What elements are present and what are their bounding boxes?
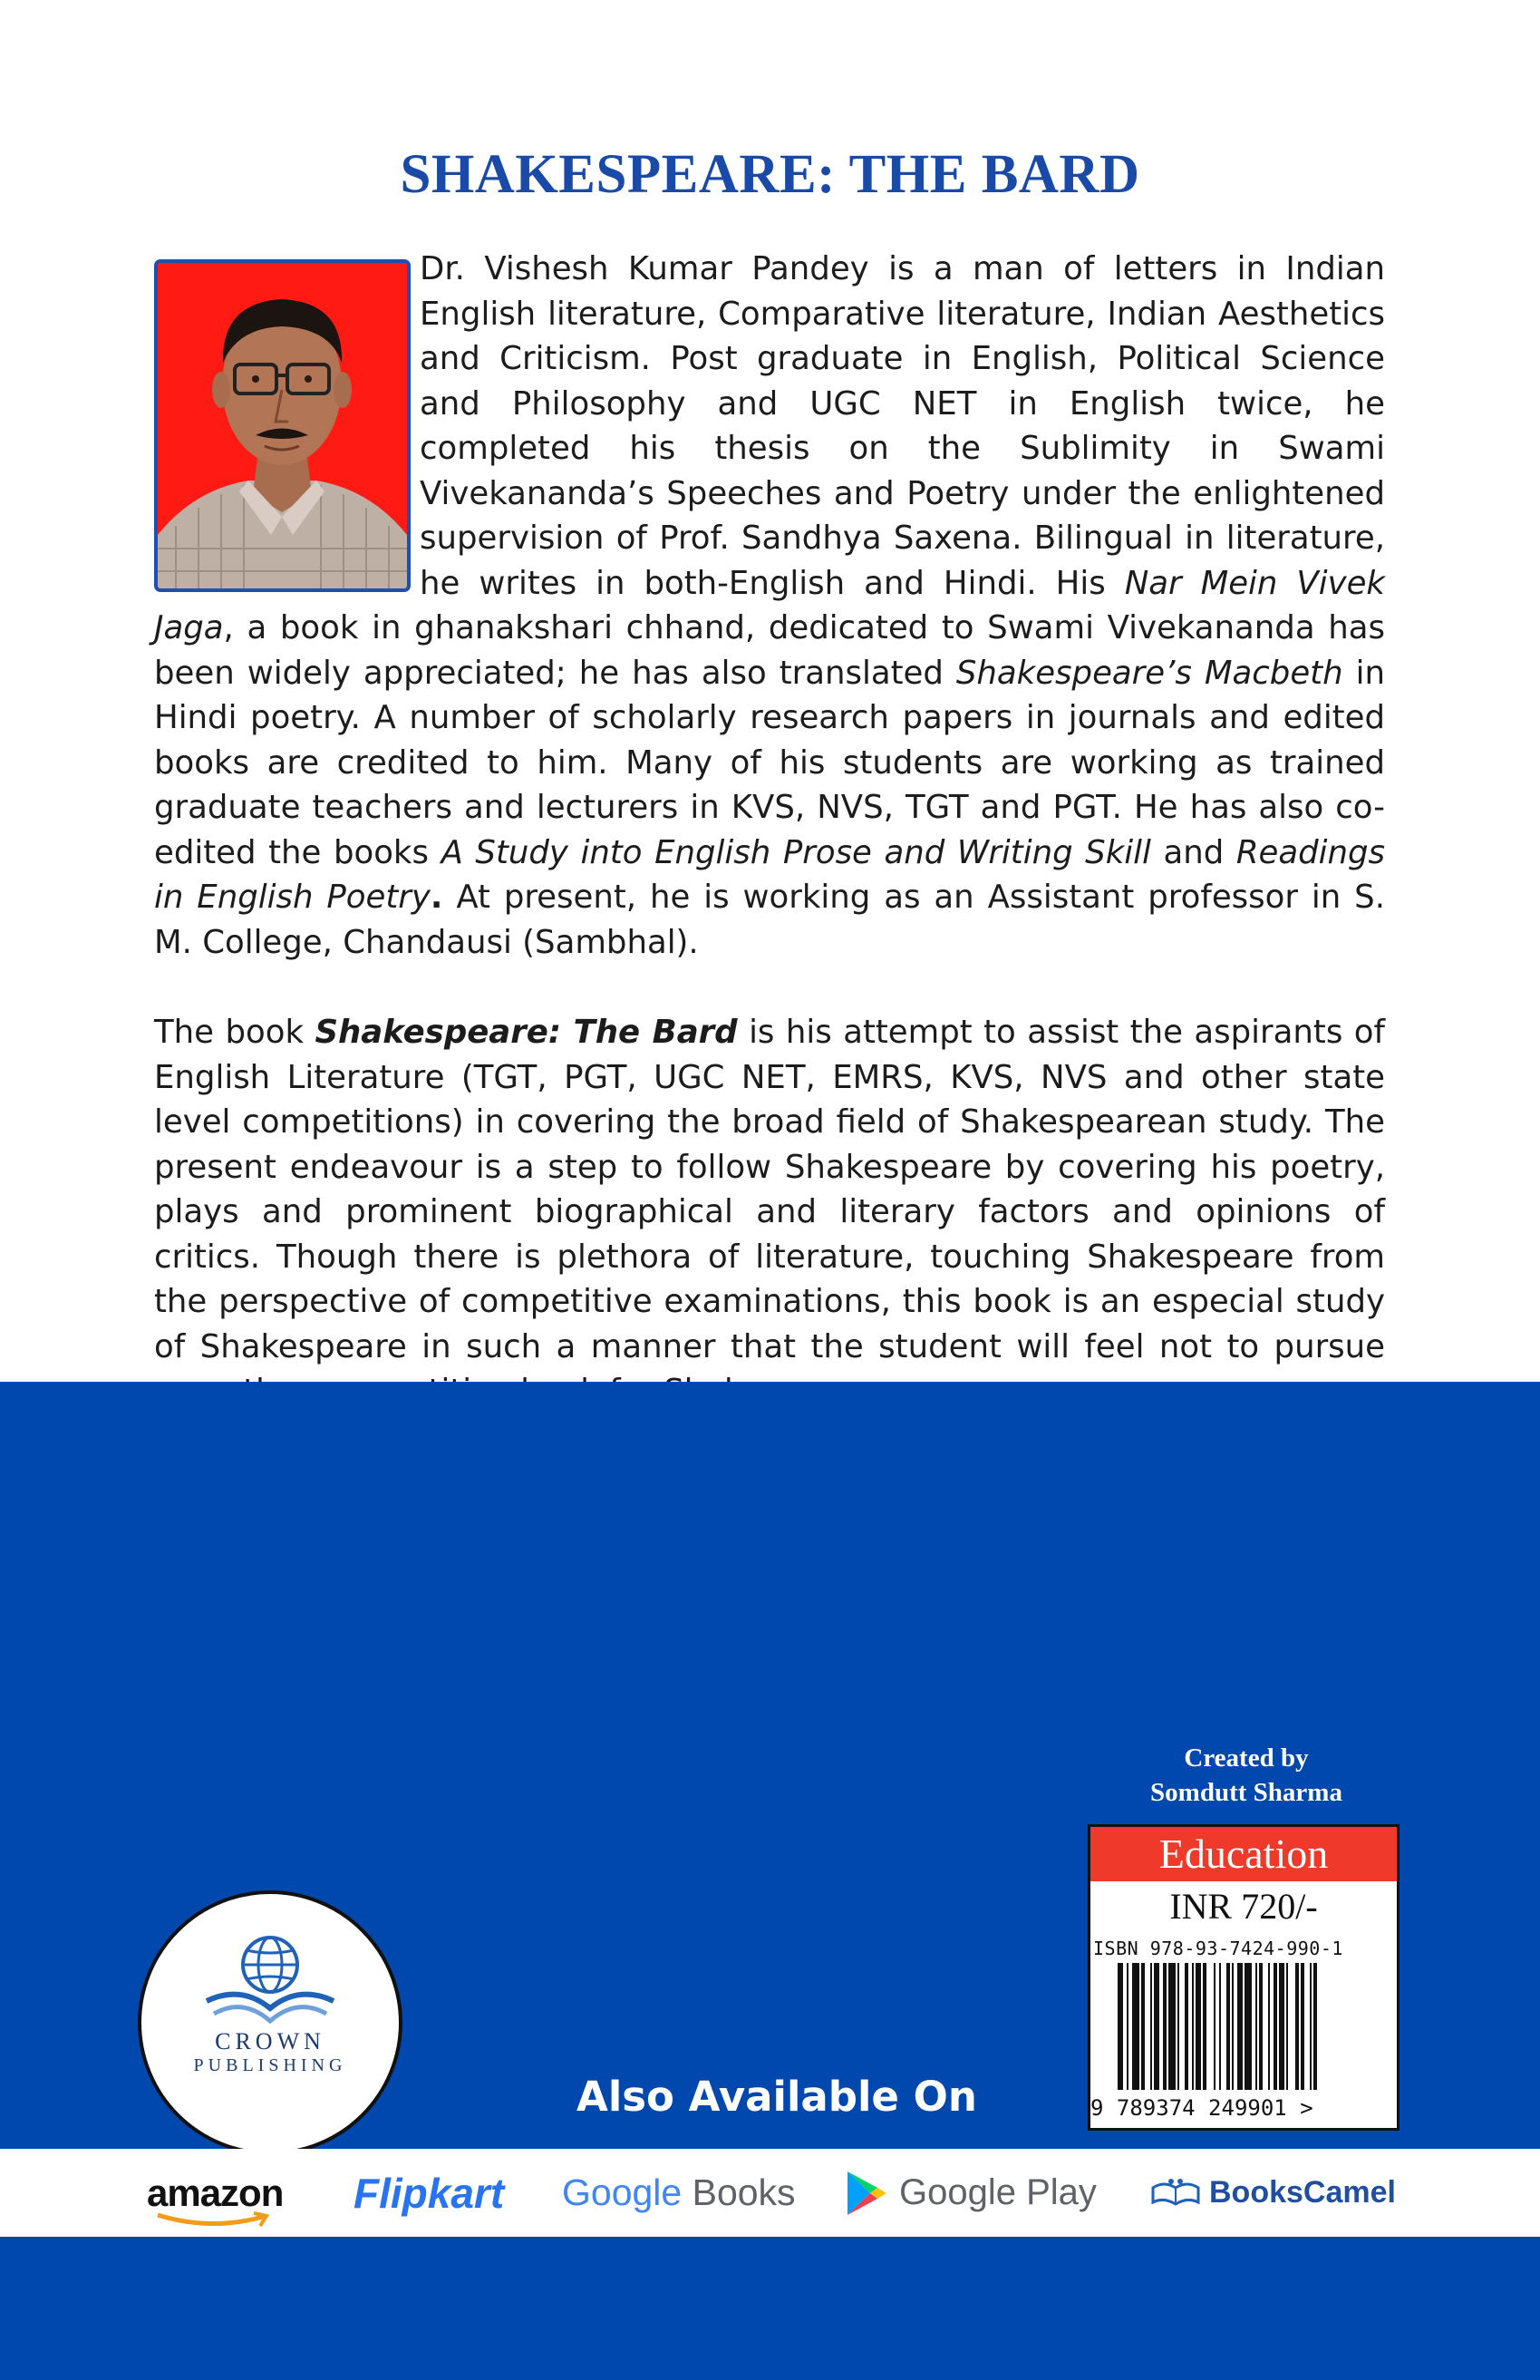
google-play-icon — [845, 2169, 888, 2218]
bio-period: . — [430, 879, 443, 916]
isbn-label: ISBN 978-93-7424-990-1 — [1093, 1938, 1343, 1959]
desc-text-2: is his attempt to assist the aspirants of English Literature (TGT, PGT, UGC NET, EMRS, KVS, NVS and other state level competitions) in covering the broad field of Shakespearean study. The present endeavour is a step to follow Shakespeare by covering his poetry, plays and prominent biographical and literary factors and opinions of critics. Though there is plethora of literature, touching Shakespeare from the perspective of competitive examinations, this book is an especial study of Shakespeare in such a manner that the student will feel not to pursue — [154, 1014, 1385, 1365]
amazon-logo[interactable] — [147, 2149, 283, 2237]
google-play-logo[interactable] — [845, 2149, 1097, 2237]
photo-spacer — [154, 247, 420, 596]
google-books-google: Google — [562, 2171, 683, 2213]
price-label: INR 720/- — [1169, 1886, 1318, 1927]
price-barcode-box — [1088, 1824, 1400, 2131]
bottom-blue-band — [0, 2237, 1540, 2380]
barcode-number: 9 789374 249901 > — [1090, 2095, 1313, 2121]
store-logos-strip — [0, 2149, 1540, 2237]
google-play-wordmark: Google Play — [899, 2172, 1097, 2212]
bio-book-title-2: Shakespeare’s Macbeth — [955, 654, 1343, 692]
book-title: SHAKESPEARE: THE BARD — [400, 144, 1140, 205]
bio-text-1: Dr. Vishesh Kumar Pandey is a man of letters in Indian English literature, Comparative literature, Indian Aesthetics and Criticism. Post graduate in English, Political Science and Philosophy and UGC NET in English twice, he completed his thesis on the Sublimity in Swami Vivekananda’s Speeches and Poetry under the enlightened supervision of Prof. Sandhya Saxena. Bilingual in literature, he writes in both-English and Hindi. His — [420, 250, 1385, 602]
bio-book-title-4: Readings in English Poetry — [154, 833, 1385, 916]
google-books-books: Books — [682, 2171, 796, 2213]
bio-book-title-1: Nar Mein Vivek Jaga — [154, 564, 1385, 646]
desc-book-title: Shakespeare: The Bard — [315, 1014, 738, 1051]
author-bio — [154, 247, 1385, 1414]
flipkart-logo[interactable] — [354, 2149, 504, 2237]
bookscamel-wordmark: BooksCamel — [1209, 2175, 1396, 2210]
created-by-name: Somdutt Sharma — [1150, 1778, 1342, 1807]
amazon-wordmark: amazon — [147, 2171, 284, 2214]
open-book-icon — [1149, 2175, 1202, 2211]
publisher-name: CROWN — [215, 2028, 325, 2055]
also-available-heading: Also Available On — [576, 2073, 977, 2121]
google-books-logo[interactable] — [562, 2149, 796, 2237]
created-by — [1097, 1741, 1396, 1810]
flipkart-wordmark: Flipkart — [354, 2169, 505, 2217]
bio-text-3: in Hindi poetry. A number of scholarly research papers in journals and edited books are credited to him. Many of his students are working as trained graduate teachers and lecturers in KVS, NVS, TGT and PGT. He has also co-edited the books — [154, 654, 1385, 871]
bio-text-2: , a book in ghanakshari chhand, dedicated to Swami Vivekananda has been widely appreciated; he has also translated — [154, 609, 1385, 692]
publisher-logo — [138, 1890, 402, 2155]
bio-book-title-3: A Study into English Prose and Writing Skill — [441, 833, 1151, 871]
bio-text-4: and — [1150, 833, 1236, 871]
bookscamel-logo[interactable] — [1149, 2149, 1396, 2237]
amazon-smile-icon — [156, 2211, 283, 2231]
book-description — [154, 1010, 1385, 1414]
publisher-sub: PUBLISHING — [193, 2055, 347, 2075]
created-by-label: Created by — [1184, 1744, 1309, 1773]
barcode-icon — [1090, 1961, 1399, 2095]
bio-text-5: At present, he is working as an Assistant professor in S. M. College, Chandausi (Sambhal). — [154, 879, 1385, 961]
category-label: Education — [1090, 1827, 1397, 1881]
globe-book-icon — [141, 1894, 399, 2030]
desc-text-1: The book — [154, 1014, 315, 1051]
